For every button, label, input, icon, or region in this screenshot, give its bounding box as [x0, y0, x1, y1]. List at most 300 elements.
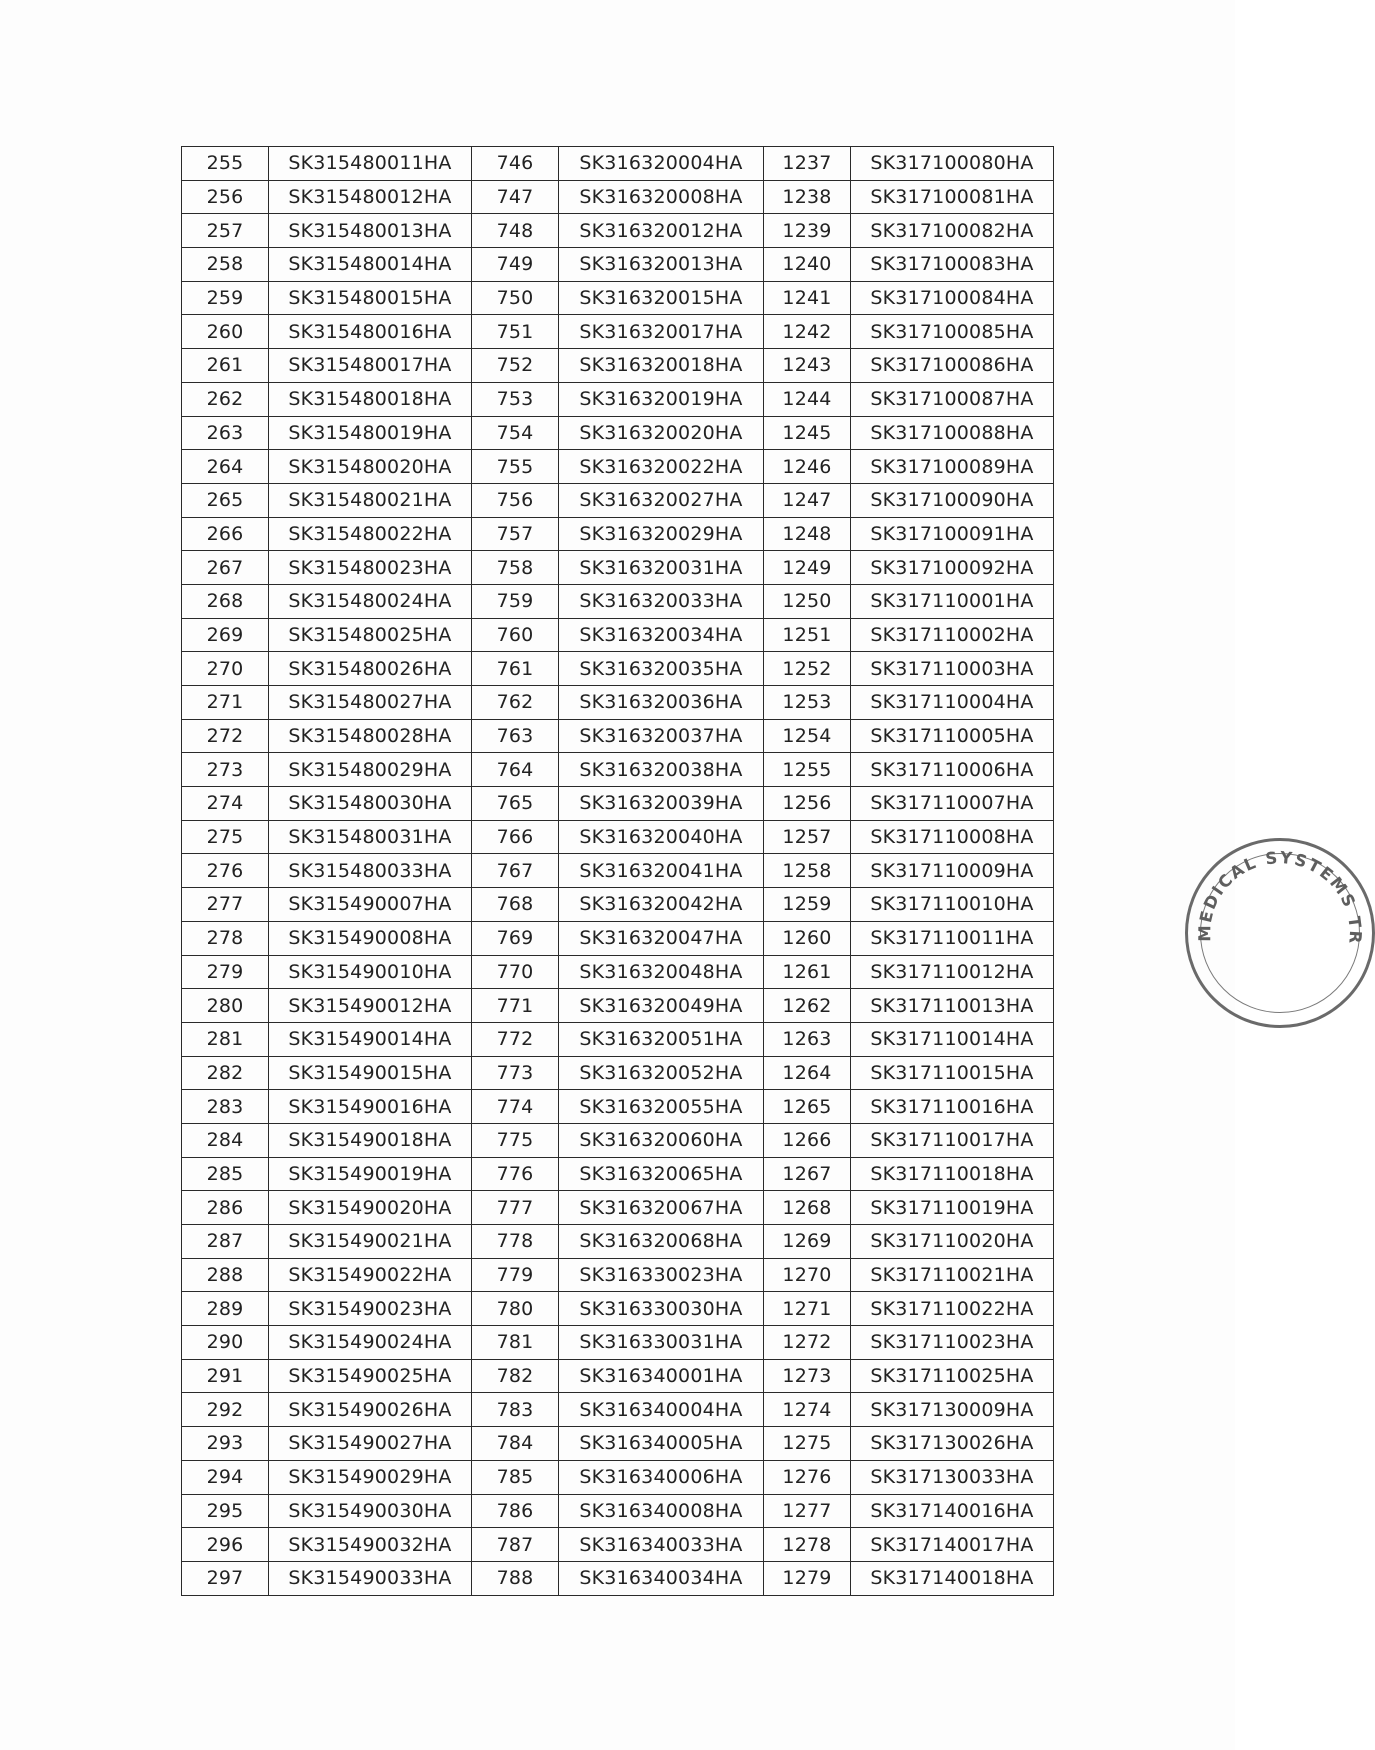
table-row — [182, 281, 1054, 315]
row-number-a: 278 — [182, 921, 269, 955]
serial-number-a: SK315480017HA — [269, 349, 472, 383]
table-row — [182, 248, 1054, 282]
row-number-a: 275 — [182, 820, 269, 854]
row-number-c: 1257 — [764, 820, 851, 854]
row-number-c: 1266 — [764, 1123, 851, 1157]
table-row — [182, 652, 1054, 686]
row-number-a: 270 — [182, 652, 269, 686]
row-number-a: 258 — [182, 248, 269, 282]
row-number-a: 290 — [182, 1326, 269, 1360]
table-row — [182, 1292, 1054, 1326]
row-number-c: 1255 — [764, 753, 851, 787]
serial-number-b: SK316340005HA — [559, 1427, 764, 1461]
table-row — [182, 1022, 1054, 1056]
row-number-c: 1241 — [764, 281, 851, 315]
table-row — [182, 787, 1054, 821]
row-number-b: 755 — [472, 450, 559, 484]
row-number-c: 1256 — [764, 787, 851, 821]
serial-number-b: SK316320049HA — [559, 989, 764, 1023]
serial-number-c: SK317110014HA — [851, 1022, 1054, 1056]
serial-number-a: SK315490033HA — [269, 1561, 472, 1595]
serial-number-a: SK315490021HA — [269, 1225, 472, 1259]
serial-number-a: SK315490022HA — [269, 1258, 472, 1292]
row-number-c: 1237 — [764, 147, 851, 181]
serial-number-b: SK316320017HA — [559, 315, 764, 349]
row-number-a: 286 — [182, 1191, 269, 1225]
table-row — [182, 214, 1054, 248]
serial-number-c: SK317110022HA — [851, 1292, 1054, 1326]
serial-number-a: SK315480031HA — [269, 820, 472, 854]
serial-number-b: SK316320065HA — [559, 1157, 764, 1191]
serial-number-a: SK315490012HA — [269, 989, 472, 1023]
row-number-a: 276 — [182, 854, 269, 888]
table-row — [182, 416, 1054, 450]
serial-number-c: SK317110021HA — [851, 1258, 1054, 1292]
serial-number-a: SK315490007HA — [269, 888, 472, 922]
table-row — [182, 1427, 1054, 1461]
row-number-b: 759 — [472, 584, 559, 618]
serial-number-c: SK317100089HA — [851, 450, 1054, 484]
serial-number-b: SK316320027HA — [559, 483, 764, 517]
row-number-c: 1278 — [764, 1528, 851, 1562]
serial-number-c: SK317110001HA — [851, 584, 1054, 618]
serial-number-a: SK315480011HA — [269, 147, 472, 181]
serial-number-c: SK317100088HA — [851, 416, 1054, 450]
serial-number-b: SK316320020HA — [559, 416, 764, 450]
table-row — [182, 1528, 1054, 1562]
table-row — [182, 921, 1054, 955]
row-number-b: 768 — [472, 888, 559, 922]
serial-number-a: SK315490030HA — [269, 1494, 472, 1528]
row-number-c: 1268 — [764, 1191, 851, 1225]
row-number-b: 769 — [472, 921, 559, 955]
serial-number-a: SK315480023HA — [269, 551, 472, 585]
table-row — [182, 854, 1054, 888]
serial-number-c: SK317130009HA — [851, 1393, 1054, 1427]
serial-number-c: SK317110007HA — [851, 787, 1054, 821]
row-number-b: 771 — [472, 989, 559, 1023]
serial-number-a: SK315480018HA — [269, 382, 472, 416]
serial-number-c: SK317110011HA — [851, 921, 1054, 955]
row-number-a: 264 — [182, 450, 269, 484]
row-number-a: 272 — [182, 719, 269, 753]
serial-number-a: SK315480033HA — [269, 854, 472, 888]
row-number-c: 1244 — [764, 382, 851, 416]
row-number-b: 760 — [472, 618, 559, 652]
row-number-a: 288 — [182, 1258, 269, 1292]
serial-number-b: SK316320022HA — [559, 450, 764, 484]
row-number-b: 779 — [472, 1258, 559, 1292]
row-number-c: 1274 — [764, 1393, 851, 1427]
table-row — [182, 551, 1054, 585]
serial-number-b: SK316320004HA — [559, 147, 764, 181]
serial-number-c: SK317110020HA — [851, 1225, 1054, 1259]
row-number-b: 774 — [472, 1090, 559, 1124]
row-number-b: 753 — [472, 382, 559, 416]
row-number-b: 762 — [472, 686, 559, 720]
table-row — [182, 820, 1054, 854]
row-number-c: 1239 — [764, 214, 851, 248]
serial-number-c: SK317100084HA — [851, 281, 1054, 315]
table-row — [182, 1123, 1054, 1157]
row-number-b: 763 — [472, 719, 559, 753]
serial-number-c: SK317110009HA — [851, 854, 1054, 888]
row-number-b: 776 — [472, 1157, 559, 1191]
row-number-a: 297 — [182, 1561, 269, 1595]
serial-number-b: SK316320051HA — [559, 1022, 764, 1056]
row-number-c: 1267 — [764, 1157, 851, 1191]
table-row — [182, 1326, 1054, 1360]
row-number-c: 1270 — [764, 1258, 851, 1292]
serial-number-b: SK316320068HA — [559, 1225, 764, 1259]
row-number-c: 1265 — [764, 1090, 851, 1124]
row-number-b: 780 — [472, 1292, 559, 1326]
table-row — [182, 1561, 1054, 1595]
serial-number-b: SK316320048HA — [559, 955, 764, 989]
serial-number-c: SK317130026HA — [851, 1427, 1054, 1461]
row-number-b: 787 — [472, 1528, 559, 1562]
serial-number-b: SK316320013HA — [559, 248, 764, 282]
row-number-b: 777 — [472, 1191, 559, 1225]
table-row — [182, 349, 1054, 383]
row-number-a: 259 — [182, 281, 269, 315]
serial-number-a: SK315480020HA — [269, 450, 472, 484]
row-number-c: 1242 — [764, 315, 851, 349]
row-number-a: 271 — [182, 686, 269, 720]
serial-number-b: SK316340008HA — [559, 1494, 764, 1528]
row-number-a: 265 — [182, 483, 269, 517]
serial-number-a: SK315490029HA — [269, 1460, 472, 1494]
table-row — [182, 1225, 1054, 1259]
table-row — [182, 1191, 1054, 1225]
serial-number-b: SK316340033HA — [559, 1528, 764, 1562]
row-number-a: 279 — [182, 955, 269, 989]
serial-number-b: SK316320060HA — [559, 1123, 764, 1157]
row-number-b: 754 — [472, 416, 559, 450]
row-number-b: 788 — [472, 1561, 559, 1595]
row-number-c: 1240 — [764, 248, 851, 282]
serial-number-c: SK317100092HA — [851, 551, 1054, 585]
row-number-b: 752 — [472, 349, 559, 383]
serial-number-a: SK315490020HA — [269, 1191, 472, 1225]
row-number-b: 761 — [472, 652, 559, 686]
row-number-c: 1276 — [764, 1460, 851, 1494]
row-number-b: 766 — [472, 820, 559, 854]
svg-text:MEDICAL SYSTEMS TR: MEDICAL SYSTEMS TR — [1195, 847, 1366, 946]
row-number-c: 1261 — [764, 955, 851, 989]
row-number-b: 758 — [472, 551, 559, 585]
table-row — [182, 584, 1054, 618]
serial-number-b: SK316340006HA — [559, 1460, 764, 1494]
row-number-a: 277 — [182, 888, 269, 922]
serial-number-c: SK317140017HA — [851, 1528, 1054, 1562]
table-row — [182, 1258, 1054, 1292]
serial-number-c: SK317110013HA — [851, 989, 1054, 1023]
table-body — [182, 147, 1054, 1596]
row-number-a: 268 — [182, 584, 269, 618]
serial-number-a: SK315490032HA — [269, 1528, 472, 1562]
serial-number-b: SK316320036HA — [559, 686, 764, 720]
table-row — [182, 888, 1054, 922]
serial-number-b: SK316320012HA — [559, 214, 764, 248]
serial-number-a: SK315490008HA — [269, 921, 472, 955]
serial-number-c: SK317110018HA — [851, 1157, 1054, 1191]
row-number-c: 1248 — [764, 517, 851, 551]
serial-number-b: SK316320039HA — [559, 787, 764, 821]
serial-number-a: SK315480019HA — [269, 416, 472, 450]
table-row — [182, 1056, 1054, 1090]
table-row — [182, 1494, 1054, 1528]
serial-number-c: SK317110016HA — [851, 1090, 1054, 1124]
row-number-a: 283 — [182, 1090, 269, 1124]
row-number-a: 289 — [182, 1292, 269, 1326]
row-number-c: 1262 — [764, 989, 851, 1023]
serial-number-a: SK315480027HA — [269, 686, 472, 720]
table-row — [182, 955, 1054, 989]
serial-number-b: SK316330030HA — [559, 1292, 764, 1326]
table-row — [182, 450, 1054, 484]
row-number-c: 1249 — [764, 551, 851, 585]
row-number-a: 294 — [182, 1460, 269, 1494]
row-number-a: 266 — [182, 517, 269, 551]
row-number-b: 785 — [472, 1460, 559, 1494]
serial-number-a: SK315490018HA — [269, 1123, 472, 1157]
serial-number-c: SK317110015HA — [851, 1056, 1054, 1090]
row-number-a: 284 — [182, 1123, 269, 1157]
serial-number-c: SK317130033HA — [851, 1460, 1054, 1494]
serial-number-c: SK317100080HA — [851, 147, 1054, 181]
table-row — [182, 315, 1054, 349]
row-number-b: 751 — [472, 315, 559, 349]
row-number-b: 750 — [472, 281, 559, 315]
serial-number-a: SK315490026HA — [269, 1393, 472, 1427]
row-number-c: 1246 — [764, 450, 851, 484]
serial-number-a: SK315490015HA — [269, 1056, 472, 1090]
serial-number-table — [181, 146, 1054, 1596]
serial-number-c: SK317110008HA — [851, 820, 1054, 854]
row-number-c: 1247 — [764, 483, 851, 517]
row-number-a: 280 — [182, 989, 269, 1023]
serial-number-a: SK315480030HA — [269, 787, 472, 821]
serial-number-a: SK315480015HA — [269, 281, 472, 315]
serial-number-a: SK315480024HA — [269, 584, 472, 618]
serial-number-a: SK315490014HA — [269, 1022, 472, 1056]
serial-number-a: SK315480012HA — [269, 180, 472, 214]
row-number-c: 1269 — [764, 1225, 851, 1259]
serial-number-a: SK315490023HA — [269, 1292, 472, 1326]
row-number-c: 1245 — [764, 416, 851, 450]
table-row — [182, 1157, 1054, 1191]
table-row — [182, 618, 1054, 652]
row-number-a: 267 — [182, 551, 269, 585]
serial-number-b: SK316320055HA — [559, 1090, 764, 1124]
row-number-a: 260 — [182, 315, 269, 349]
row-number-b: 764 — [472, 753, 559, 787]
row-number-c: 1271 — [764, 1292, 851, 1326]
company-stamp — [1185, 838, 1375, 1028]
row-number-c: 1263 — [764, 1022, 851, 1056]
serial-number-c: SK317110006HA — [851, 753, 1054, 787]
row-number-a: 262 — [182, 382, 269, 416]
serial-number-c: SK317100091HA — [851, 517, 1054, 551]
serial-number-b: SK316340034HA — [559, 1561, 764, 1595]
serial-number-c: SK317110002HA — [851, 618, 1054, 652]
row-number-c: 1277 — [764, 1494, 851, 1528]
row-number-a: 292 — [182, 1393, 269, 1427]
row-number-b: 746 — [472, 147, 559, 181]
row-number-c: 1275 — [764, 1427, 851, 1461]
serial-number-b: SK316320047HA — [559, 921, 764, 955]
row-number-c: 1243 — [764, 349, 851, 383]
serial-number-c: SK317100081HA — [851, 180, 1054, 214]
serial-number-c: SK317140016HA — [851, 1494, 1054, 1528]
row-number-c: 1250 — [764, 584, 851, 618]
row-number-a: 281 — [182, 1022, 269, 1056]
serial-number-c: SK317100082HA — [851, 214, 1054, 248]
row-number-a: 295 — [182, 1494, 269, 1528]
serial-number-b: SK316320052HA — [559, 1056, 764, 1090]
serial-number-a: SK315480028HA — [269, 719, 472, 753]
row-number-b: 786 — [472, 1494, 559, 1528]
serial-number-b: SK316320037HA — [559, 719, 764, 753]
stamp-seal-graphic — [1188, 841, 1372, 1025]
row-number-a: 287 — [182, 1225, 269, 1259]
serial-number-a: SK315490025HA — [269, 1359, 472, 1393]
row-number-c: 1254 — [764, 719, 851, 753]
serial-number-a: SK315490010HA — [269, 955, 472, 989]
row-number-c: 1251 — [764, 618, 851, 652]
row-number-b: 748 — [472, 214, 559, 248]
serial-number-a: SK315490027HA — [269, 1427, 472, 1461]
serial-number-c: SK317110019HA — [851, 1191, 1054, 1225]
serial-number-b: SK316320019HA — [559, 382, 764, 416]
row-number-b: 773 — [472, 1056, 559, 1090]
serial-number-b: SK316320031HA — [559, 551, 764, 585]
serial-number-a: SK315480022HA — [269, 517, 472, 551]
serial-number-a: SK315480013HA — [269, 214, 472, 248]
row-number-a: 256 — [182, 180, 269, 214]
row-number-c: 1253 — [764, 686, 851, 720]
row-number-b: 781 — [472, 1326, 559, 1360]
serial-number-b: SK316320035HA — [559, 652, 764, 686]
row-number-b: 770 — [472, 955, 559, 989]
serial-number-c: SK317110004HA — [851, 686, 1054, 720]
row-number-a: 293 — [182, 1427, 269, 1461]
serial-number-c: SK317110023HA — [851, 1326, 1054, 1360]
serial-number-c: SK317110025HA — [851, 1359, 1054, 1393]
row-number-b: 783 — [472, 1393, 559, 1427]
table-row — [182, 1393, 1054, 1427]
serial-number-c: SK317100085HA — [851, 315, 1054, 349]
table-row — [182, 483, 1054, 517]
row-number-c: 1258 — [764, 854, 851, 888]
serial-number-b: SK316320008HA — [559, 180, 764, 214]
row-number-b: 775 — [472, 1123, 559, 1157]
row-number-a: 291 — [182, 1359, 269, 1393]
serial-number-b: SK316320029HA — [559, 517, 764, 551]
serial-number-b: SK316320038HA — [559, 753, 764, 787]
table-row — [182, 719, 1054, 753]
row-number-a: 273 — [182, 753, 269, 787]
serial-number-b: SK316320067HA — [559, 1191, 764, 1225]
serial-number-a: SK315490016HA — [269, 1090, 472, 1124]
serial-number-b: SK316320040HA — [559, 820, 764, 854]
serial-number-a: SK315490024HA — [269, 1326, 472, 1360]
row-number-a: 269 — [182, 618, 269, 652]
row-number-c: 1264 — [764, 1056, 851, 1090]
row-number-b: 778 — [472, 1225, 559, 1259]
serial-number-b: SK316340004HA — [559, 1393, 764, 1427]
serial-number-a: SK315480016HA — [269, 315, 472, 349]
table-row — [182, 989, 1054, 1023]
serial-number-c: SK317100083HA — [851, 248, 1054, 282]
table-row — [182, 686, 1054, 720]
serial-number-b: SK316340001HA — [559, 1359, 764, 1393]
row-number-a: 285 — [182, 1157, 269, 1191]
row-number-a: 263 — [182, 416, 269, 450]
row-number-b: 767 — [472, 854, 559, 888]
row-number-c: 1252 — [764, 652, 851, 686]
table-row — [182, 1460, 1054, 1494]
row-number-b: 749 — [472, 248, 559, 282]
serial-number-c: SK317140018HA — [851, 1561, 1054, 1595]
row-number-c: 1279 — [764, 1561, 851, 1595]
serial-number-b: SK316320041HA — [559, 854, 764, 888]
serial-number-c: SK317100086HA — [851, 349, 1054, 383]
row-number-c: 1238 — [764, 180, 851, 214]
serial-number-b: SK316320015HA — [559, 281, 764, 315]
table-row — [182, 180, 1054, 214]
table-row — [182, 1359, 1054, 1393]
serial-number-c: SK317110017HA — [851, 1123, 1054, 1157]
serial-number-a: SK315480026HA — [269, 652, 472, 686]
row-number-b: 782 — [472, 1359, 559, 1393]
serial-number-c: SK317110005HA — [851, 719, 1054, 753]
serial-number-c: SK317100090HA — [851, 483, 1054, 517]
serial-number-c: SK317110010HA — [851, 888, 1054, 922]
serial-number-a: SK315490019HA — [269, 1157, 472, 1191]
serial-number-a: SK315480029HA — [269, 753, 472, 787]
serial-number-a: SK315480014HA — [269, 248, 472, 282]
serial-number-b: SK316320042HA — [559, 888, 764, 922]
row-number-b: 784 — [472, 1427, 559, 1461]
serial-number-b: SK316330031HA — [559, 1326, 764, 1360]
table-row — [182, 382, 1054, 416]
row-number-b: 772 — [472, 1022, 559, 1056]
row-number-a: 261 — [182, 349, 269, 383]
row-number-a: 274 — [182, 787, 269, 821]
row-number-a: 282 — [182, 1056, 269, 1090]
serial-number-c: SK317110012HA — [851, 955, 1054, 989]
serial-number-b: SK316330023HA — [559, 1258, 764, 1292]
table-row — [182, 147, 1054, 181]
row-number-b: 765 — [472, 787, 559, 821]
row-number-a: 257 — [182, 214, 269, 248]
row-number-a: 255 — [182, 147, 269, 181]
row-number-b: 757 — [472, 517, 559, 551]
serial-number-b: SK316320034HA — [559, 618, 764, 652]
row-number-c: 1272 — [764, 1326, 851, 1360]
row-number-c: 1273 — [764, 1359, 851, 1393]
row-number-a: 296 — [182, 1528, 269, 1562]
serial-number-b: SK316320018HA — [559, 349, 764, 383]
serial-number-b: SK316320033HA — [559, 584, 764, 618]
serial-number-a: SK315480025HA — [269, 618, 472, 652]
row-number-b: 756 — [472, 483, 559, 517]
serial-number-c: SK317100087HA — [851, 382, 1054, 416]
table-row — [182, 1090, 1054, 1124]
serial-number-a: SK315480021HA — [269, 483, 472, 517]
